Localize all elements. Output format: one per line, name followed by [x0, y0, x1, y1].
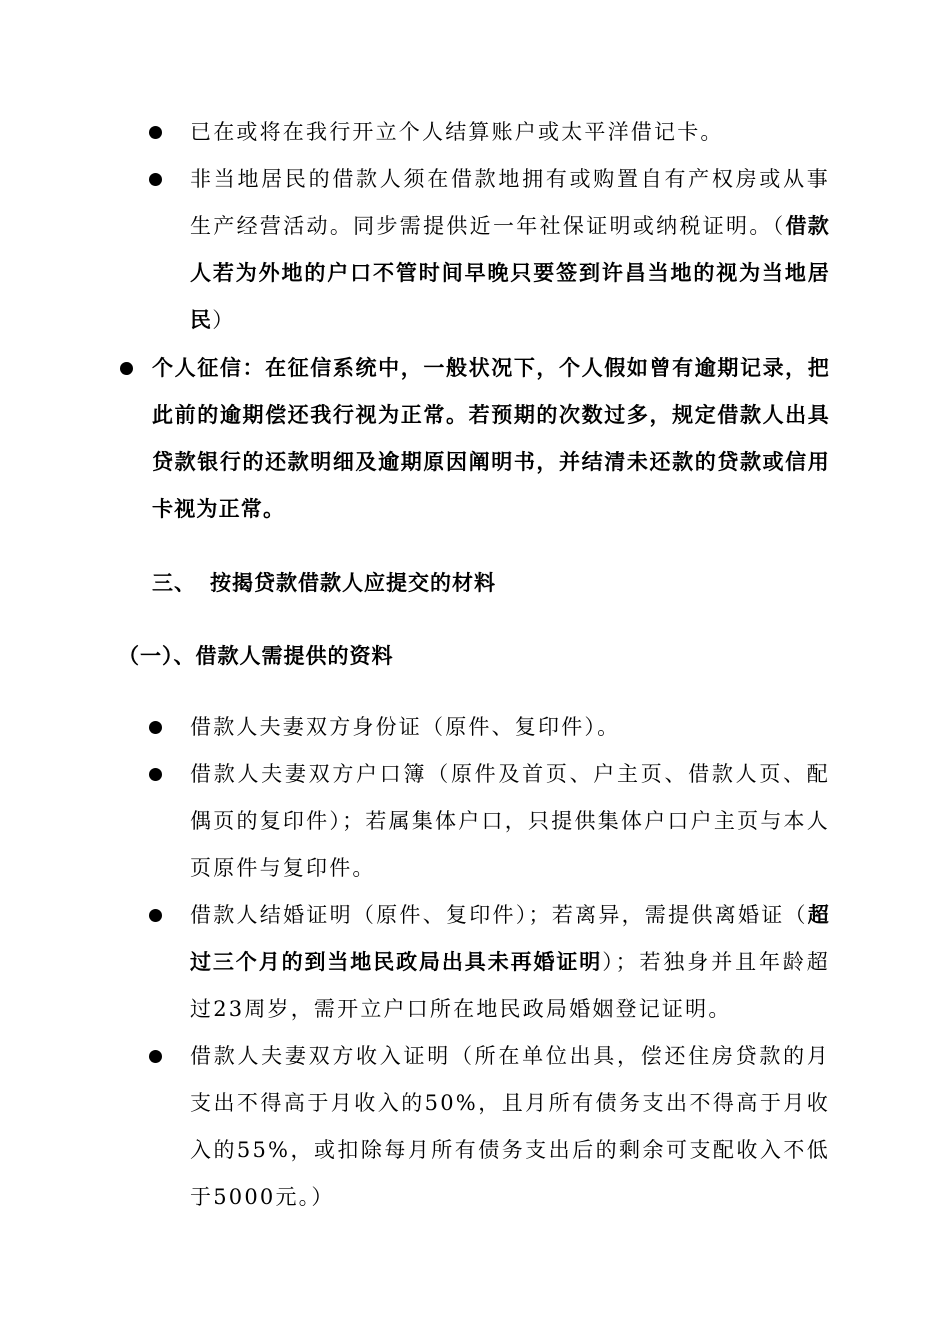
section-heading — [152, 568, 496, 598]
bullet-paragraph-tail: ） — [212, 308, 236, 332]
material-item-tail: ）；若独身并且年龄超过23周岁，需开立户口所在地民政局婚姻登记证明。 — [190, 950, 830, 1021]
material-item: 借款人夫妻双方身份证（原件、复印件）。 — [190, 715, 621, 739]
bullet-icon — [149, 909, 162, 922]
bullet-paragraph-bold-text: 借款人若为外地的户口不管时间早晚只要签到许昌当地的视为当地居民 — [190, 214, 830, 332]
bullet-paragraph-text: 非当地居民的借款人须在借款地拥有或购置自有产权房或从事生产经营活动。同步需提供近一年社保证明或纳税证明。（ — [190, 167, 830, 238]
material-item-text: 借款人结婚证明（原件、复印件）；若离异，需提供离婚证（ — [190, 903, 808, 927]
bullet-paragraph — [190, 156, 830, 344]
section-number: 三、 — [152, 571, 196, 595]
bullet-icon — [149, 173, 162, 186]
bullet-paragraph: 已在或将在我行开立个人结算账户或太平洋借记卡。 — [190, 120, 724, 144]
credit-paragraph: 个人征信：在征信系统中，一般状况下，个人假如曾有逾期记录，把此前的逾期偿还我行视为正常。若预期的次数过多，规定借款人出具贷款银行的还款明细及逾期原因阐明书，并结清未还款的贷款或信用卡视为正常。 — [152, 356, 830, 521]
bullet-icon — [149, 768, 162, 781]
bullet-icon — [149, 1050, 162, 1063]
bullet-icon — [120, 362, 133, 375]
bullet-icon — [149, 126, 162, 139]
subsection-heading: （一）、借款人需提供的资料 — [118, 644, 394, 668]
section-title: 按揭贷款借款人应提交的材料 — [210, 571, 496, 595]
material-item — [190, 892, 830, 1033]
bullet-icon — [149, 721, 162, 734]
material-item: 借款人夫妻双方收入证明（所在单位出具，偿还住房贷款的月支出不得高于月收入的50%，且月所有债务支出不得高于月收入的55%，或扣除每月所有债务支出后的剩余可支配收入不低于5000元。） — [190, 1044, 830, 1209]
material-item: 借款人夫妻双方户口簿（原件及首页、户主页、借款人页、配偶页的复印件）；若属集体户口，只提供集体户口户主页与本人页原件与复印件。 — [190, 762, 830, 880]
material-item-bold-text: 超过三个月的到当地民政局出具未再婚证明 — [190, 903, 830, 974]
